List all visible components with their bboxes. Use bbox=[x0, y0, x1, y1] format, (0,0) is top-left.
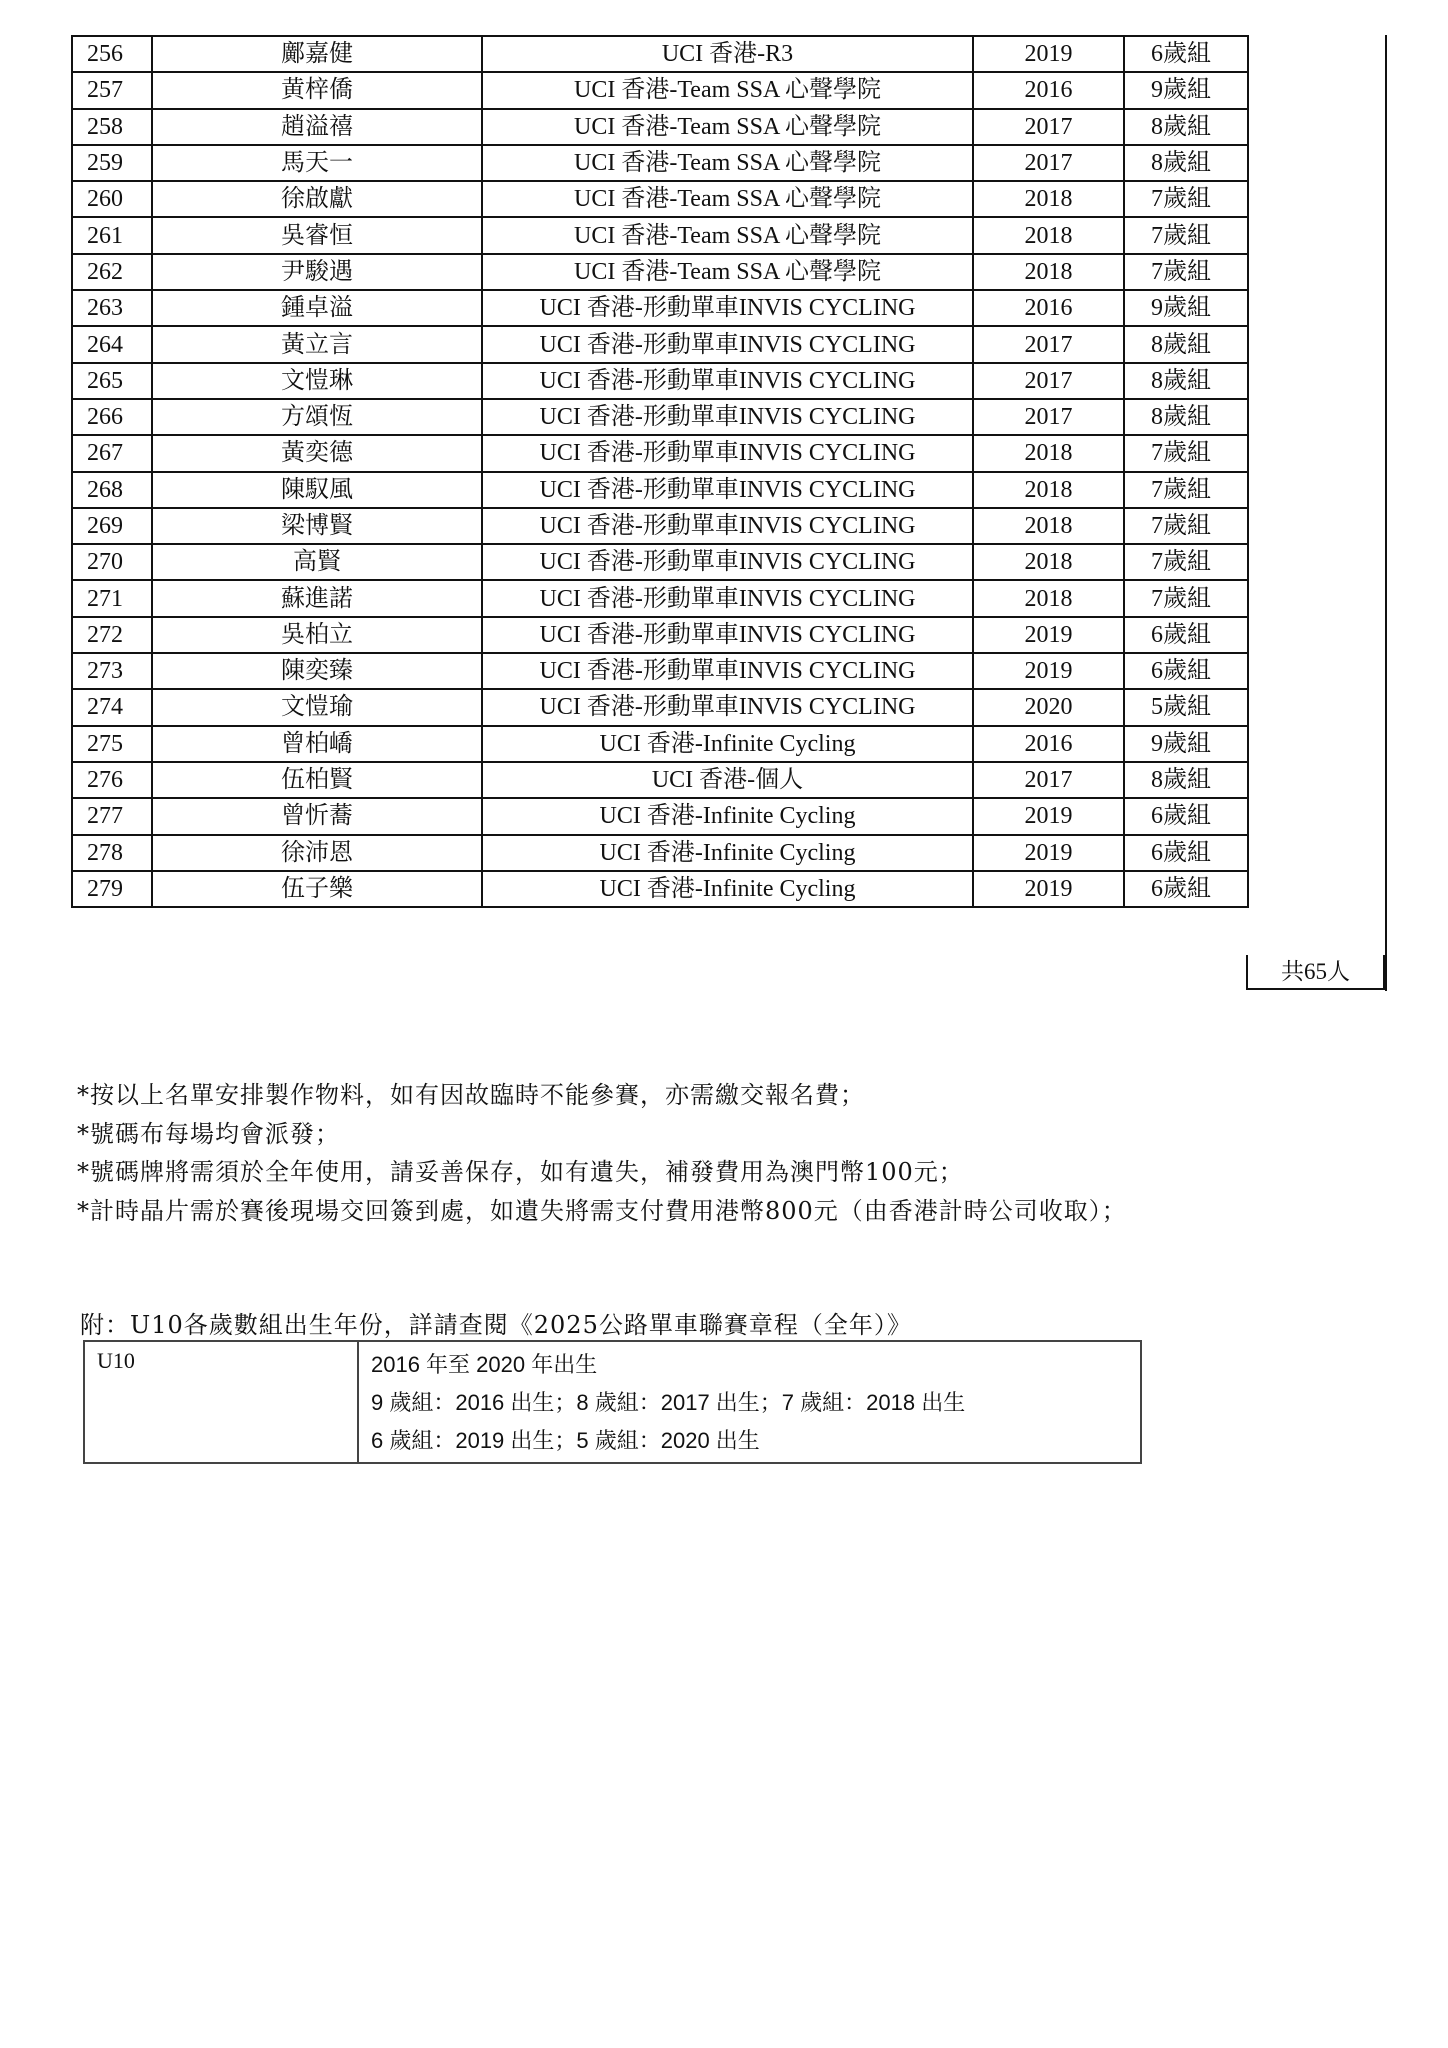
rider-number: 264 bbox=[72, 326, 152, 362]
rider-team: UCI 香港-形動單車INVIS CYCLING bbox=[482, 399, 973, 435]
rider-team: UCI 香港-Infinite Cycling bbox=[482, 798, 973, 834]
age-group: 9歲組 bbox=[1124, 726, 1248, 762]
rider-name: 鄺嘉健 bbox=[152, 36, 482, 72]
age-group: 7歲組 bbox=[1124, 435, 1248, 471]
u10-line: 6 歲組：2019 出生；5 歲組：2020 出生 bbox=[371, 1428, 760, 1453]
rider-number: 274 bbox=[72, 689, 152, 725]
age-group: 8歲組 bbox=[1124, 145, 1248, 181]
rider-name: 梁博賢 bbox=[152, 508, 482, 544]
rider-team: UCI 香港-形動單車INVIS CYCLING bbox=[482, 435, 973, 471]
age-group: 6歲組 bbox=[1124, 798, 1248, 834]
u10-description bbox=[358, 1341, 1141, 1463]
rider-team: UCI 香港-Team SSA 心聲學院 bbox=[482, 217, 973, 253]
birth-year: 2019 bbox=[973, 871, 1124, 907]
rider-team: UCI 香港-Infinite Cycling bbox=[482, 726, 973, 762]
rider-team: UCI 香港-R3 bbox=[482, 36, 973, 72]
birth-year: 2017 bbox=[973, 145, 1124, 181]
age-group: 7歲組 bbox=[1124, 508, 1248, 544]
table-row bbox=[72, 326, 1248, 362]
rider-team: UCI 香港-Team SSA 心聲學院 bbox=[482, 181, 973, 217]
appendix-title: 附：U10各歲數組出生年份，詳請查閱《2025公路單車聯賽章程（全年）》 bbox=[80, 1311, 912, 1339]
rider-name: 徐沛恩 bbox=[152, 835, 482, 871]
birth-year: 2020 bbox=[973, 689, 1124, 725]
rider-team: UCI 香港-形動單車INVIS CYCLING bbox=[482, 544, 973, 580]
rider-team: UCI 香港-Team SSA 心聲學院 bbox=[482, 145, 973, 181]
table-row bbox=[72, 399, 1248, 435]
rider-number: 277 bbox=[72, 798, 152, 834]
roster-body bbox=[72, 36, 1248, 907]
birth-year: 2018 bbox=[973, 435, 1124, 471]
table-row bbox=[72, 617, 1248, 653]
rider-number: 275 bbox=[72, 726, 152, 762]
rider-number: 260 bbox=[72, 181, 152, 217]
table-row bbox=[72, 72, 1248, 108]
rider-team: UCI 香港-Infinite Cycling bbox=[482, 871, 973, 907]
age-group: 8歲組 bbox=[1124, 109, 1248, 145]
age-group: 6歲組 bbox=[1124, 653, 1248, 689]
note-item: *號碼布每場均會派發； bbox=[77, 1119, 340, 1148]
u10-line: 2016 年至 2020 年出生 bbox=[371, 1352, 598, 1377]
rider-name: 鍾卓溢 bbox=[152, 290, 482, 326]
rider-number: 269 bbox=[72, 508, 152, 544]
rider-name: 尹駿遇 bbox=[152, 254, 482, 290]
birth-year: 2019 bbox=[973, 835, 1124, 871]
rider-team: UCI 香港-形動單車INVIS CYCLING bbox=[482, 653, 973, 689]
rider-number: 279 bbox=[72, 871, 152, 907]
rider-team: UCI 香港-Team SSA 心聲學院 bbox=[482, 109, 973, 145]
birth-year: 2017 bbox=[973, 399, 1124, 435]
birth-year: 2017 bbox=[973, 109, 1124, 145]
table-row bbox=[72, 689, 1248, 725]
rider-name: 黄梓僑 bbox=[152, 72, 482, 108]
age-group: 6歲組 bbox=[1124, 617, 1248, 653]
table-row bbox=[72, 726, 1248, 762]
rider-number: 258 bbox=[72, 109, 152, 145]
age-group: 6歲組 bbox=[1124, 835, 1248, 871]
rider-team: UCI 香港-形動單車INVIS CYCLING bbox=[482, 508, 973, 544]
rider-number: 278 bbox=[72, 835, 152, 871]
rider-name: 陳奕臻 bbox=[152, 653, 482, 689]
rider-number: 276 bbox=[72, 762, 152, 798]
rider-name: 吳睿恒 bbox=[152, 217, 482, 253]
rider-team: UCI 香港-形動單車INVIS CYCLING bbox=[482, 472, 973, 508]
table-row bbox=[72, 835, 1248, 871]
rider-team: UCI 香港-形動單車INVIS CYCLING bbox=[482, 326, 973, 362]
birth-year: 2018 bbox=[973, 544, 1124, 580]
u10-birth-year-table bbox=[83, 1340, 1142, 1464]
age-group: 7歲組 bbox=[1124, 217, 1248, 253]
rider-name: 伍柏賢 bbox=[152, 762, 482, 798]
rider-number: 259 bbox=[72, 145, 152, 181]
rider-name: 曾柏嶠 bbox=[152, 726, 482, 762]
table-row bbox=[72, 508, 1248, 544]
age-group: 7歲組 bbox=[1124, 544, 1248, 580]
rider-name: 徐啟獻 bbox=[152, 181, 482, 217]
rider-number: 273 bbox=[72, 653, 152, 689]
age-group: 5歲組 bbox=[1124, 689, 1248, 725]
rider-number: 265 bbox=[72, 363, 152, 399]
rider-team: UCI 香港-Team SSA 心聲學院 bbox=[482, 254, 973, 290]
table-row bbox=[72, 544, 1248, 580]
rider-number: 266 bbox=[72, 399, 152, 435]
rider-name: 黃奕德 bbox=[152, 435, 482, 471]
age-group: 9歲組 bbox=[1124, 72, 1248, 108]
table-row bbox=[72, 109, 1248, 145]
table-row bbox=[72, 290, 1248, 326]
age-group: 6歲組 bbox=[1124, 36, 1248, 72]
age-group: 6歲組 bbox=[1124, 871, 1248, 907]
rider-name: 吳柏立 bbox=[152, 617, 482, 653]
birth-year: 2016 bbox=[973, 72, 1124, 108]
rider-number: 263 bbox=[72, 290, 152, 326]
rider-number: 270 bbox=[72, 544, 152, 580]
u10-category: U10 bbox=[84, 1341, 358, 1463]
age-group: 8歲組 bbox=[1124, 762, 1248, 798]
rider-team: UCI 香港-Infinite Cycling bbox=[482, 835, 973, 871]
rider-name: 文愷瑜 bbox=[152, 689, 482, 725]
rider-number: 261 bbox=[72, 217, 152, 253]
rider-number: 271 bbox=[72, 580, 152, 616]
birth-year: 2018 bbox=[973, 508, 1124, 544]
age-group: 8歲組 bbox=[1124, 399, 1248, 435]
rider-name: 方頌恆 bbox=[152, 399, 482, 435]
table-row bbox=[72, 653, 1248, 689]
table-row bbox=[72, 762, 1248, 798]
rider-team: UCI 香港-個人 bbox=[482, 762, 973, 798]
rider-team: UCI 香港-形動單車INVIS CYCLING bbox=[482, 617, 973, 653]
roster-table bbox=[71, 35, 1249, 908]
table-row bbox=[72, 580, 1248, 616]
rider-name: 黃立言 bbox=[152, 326, 482, 362]
table-row bbox=[72, 363, 1248, 399]
rider-number: 272 bbox=[72, 617, 152, 653]
birth-year: 2018 bbox=[973, 580, 1124, 616]
table-row bbox=[72, 145, 1248, 181]
note-item: *號碼牌將需須於全年使用，請妥善保存，如有遺失，補發費用為澳門幣100元； bbox=[77, 1158, 964, 1186]
rider-number: 256 bbox=[72, 36, 152, 72]
birth-year: 2019 bbox=[973, 798, 1124, 834]
rider-name: 文愷琳 bbox=[152, 363, 482, 399]
birth-year: 2017 bbox=[973, 363, 1124, 399]
note-item: *計時晶片需於賽後現場交回簽到處，如遺失將需支付費用港幣800元（由香港計時公司收取）； bbox=[77, 1196, 1127, 1225]
birth-year: 2016 bbox=[973, 726, 1124, 762]
right-border-line bbox=[1385, 35, 1387, 991]
note-item: *按以上名單安排製作物料，如有因故臨時不能參賽，亦需繳交報名費； bbox=[77, 1081, 865, 1109]
age-group: 7歲組 bbox=[1124, 181, 1248, 217]
birth-year: 2018 bbox=[973, 254, 1124, 290]
rider-team: UCI 香港-形動單車INVIS CYCLING bbox=[482, 290, 973, 326]
table-row bbox=[72, 36, 1248, 72]
birth-year: 2019 bbox=[973, 653, 1124, 689]
table-row bbox=[72, 217, 1248, 253]
rider-name: 伍子樂 bbox=[152, 871, 482, 907]
birth-year: 2019 bbox=[973, 36, 1124, 72]
table-row bbox=[72, 181, 1248, 217]
rider-number: 268 bbox=[72, 472, 152, 508]
rider-team: UCI 香港-形動單車INVIS CYCLING bbox=[482, 689, 973, 725]
rider-number: 257 bbox=[72, 72, 152, 108]
age-group: 7歲組 bbox=[1124, 472, 1248, 508]
rider-name: 趙溢禧 bbox=[152, 109, 482, 145]
table-row bbox=[72, 871, 1248, 907]
birth-year: 2018 bbox=[973, 472, 1124, 508]
birth-year: 2019 bbox=[973, 617, 1124, 653]
table-row bbox=[72, 254, 1248, 290]
age-group: 7歲組 bbox=[1124, 254, 1248, 290]
u10-row bbox=[84, 1341, 1141, 1463]
birth-year: 2017 bbox=[973, 762, 1124, 798]
birth-year: 2018 bbox=[973, 217, 1124, 253]
rider-name: 陳馭風 bbox=[152, 472, 482, 508]
rider-name: 馬天一 bbox=[152, 145, 482, 181]
birth-year: 2018 bbox=[973, 181, 1124, 217]
age-group: 7歲組 bbox=[1124, 580, 1248, 616]
table-row bbox=[72, 435, 1248, 471]
age-group: 8歲組 bbox=[1124, 326, 1248, 362]
rider-number: 262 bbox=[72, 254, 152, 290]
age-group: 9歲組 bbox=[1124, 290, 1248, 326]
rider-number: 267 bbox=[72, 435, 152, 471]
total-count: 共65人 bbox=[1246, 955, 1385, 990]
rider-name: 曾忻蕎 bbox=[152, 798, 482, 834]
rider-name: 蘇進諾 bbox=[152, 580, 482, 616]
u10-line: 9 歲組：2016 出生；8 歲組：2017 出生；7 歲組：2018 出生 bbox=[371, 1390, 966, 1415]
table-row bbox=[72, 798, 1248, 834]
birth-year: 2017 bbox=[973, 326, 1124, 362]
rider-team: UCI 香港-形動單車INVIS CYCLING bbox=[482, 363, 973, 399]
rider-team: UCI 香港-Team SSA 心聲學院 bbox=[482, 72, 973, 108]
table-row bbox=[72, 472, 1248, 508]
notes-section bbox=[77, 1076, 1127, 1230]
rider-name: 高賢 bbox=[152, 544, 482, 580]
rider-team: UCI 香港-形動單車INVIS CYCLING bbox=[482, 580, 973, 616]
birth-year: 2016 bbox=[973, 290, 1124, 326]
age-group: 8歲組 bbox=[1124, 363, 1248, 399]
